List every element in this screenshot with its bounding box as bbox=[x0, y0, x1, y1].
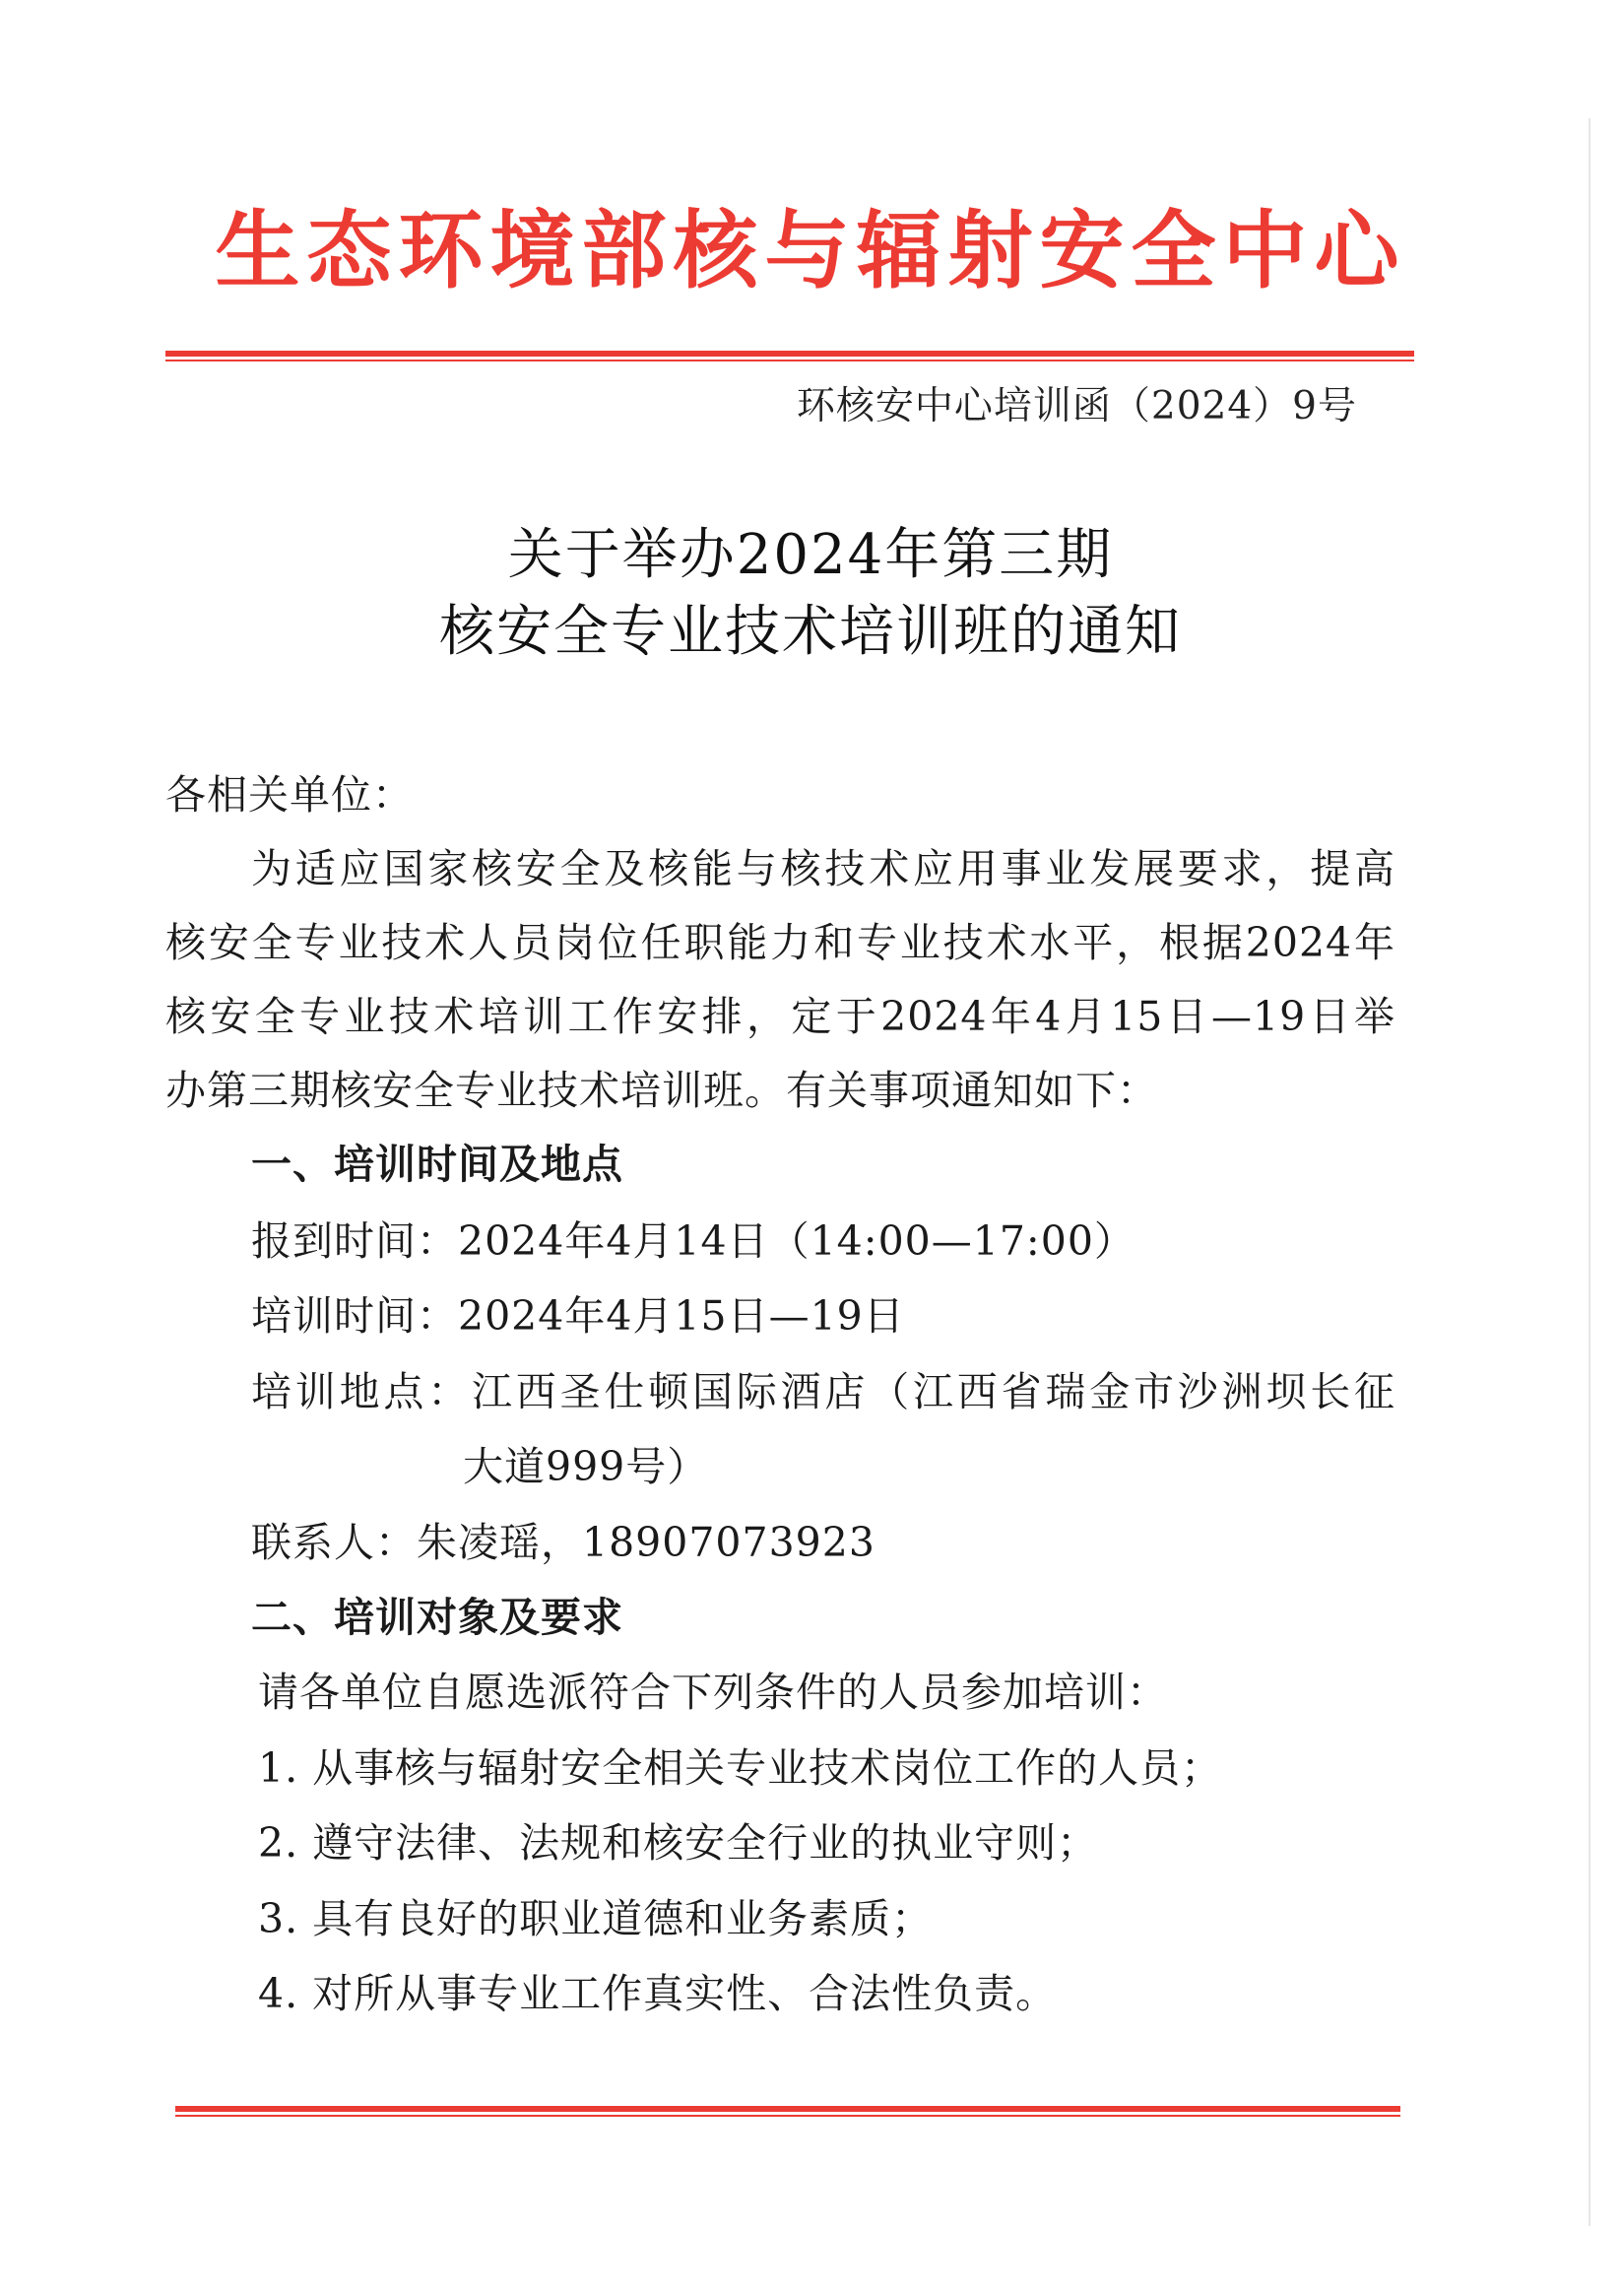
footer-red-rule bbox=[175, 2106, 1400, 2117]
notice-title-line-2: 核安全专业技术培训班的通知 bbox=[439, 600, 1182, 664]
intro-line-1: 为适应国家核安全及核能与核技术应用事业发展要求，提高 bbox=[251, 845, 1395, 892]
requirement-item-1: 1. 从事核与辐射安全相关专业技术岗位工作的人员； bbox=[258, 1744, 1223, 1792]
document-number: 环核安中心培训函（2024）9号 bbox=[796, 384, 1357, 428]
requirements-lead: 请各单位自愿选派符合下列条件的人员参加培训： bbox=[258, 1669, 1168, 1716]
section-2-heading: 二、培训对象及要求 bbox=[251, 1594, 623, 1641]
section-1-heading: 一、培训时间及地点 bbox=[251, 1141, 623, 1188]
letterhead-red-rule bbox=[165, 351, 1414, 361]
requirement-item-2: 2. 遵守法律、法规和核安全行业的执业守则； bbox=[258, 1819, 1099, 1867]
intro-line-3: 核安全专业技术培训工作安排，定于2024年4月15日—19日举 bbox=[165, 993, 1395, 1040]
training-time: 培训时间：2024年4月15日—19日 bbox=[251, 1292, 905, 1340]
letterhead-organization: 生态环境部核与辐射安全中心 bbox=[215, 202, 1406, 300]
training-location-line-1: 培训地点：江西圣仕顿国际酒店（江西省瑞金市沙洲坝长征 bbox=[251, 1368, 1395, 1415]
requirement-item-3: 3. 具有良好的职业道德和业务素质； bbox=[258, 1895, 934, 1942]
salutation: 各相关单位： bbox=[165, 771, 414, 819]
training-location-line-2: 大道999号） bbox=[463, 1443, 709, 1490]
intro-line-4: 办第三期核安全专业技术培训班。有关事项通知如下： bbox=[165, 1067, 1158, 1114]
notice-title-line-1: 关于举办2024年第三期 bbox=[507, 523, 1114, 587]
intro-line-2: 核安全专业技术人员岗位任职能力和专业技术水平，根据2024年 bbox=[165, 919, 1395, 966]
report-time: 报到时间：2024年4月14日（14:00—17:00） bbox=[251, 1217, 1135, 1265]
requirement-item-4: 4. 对所从事专业工作真实性、合法性负责。 bbox=[258, 1970, 1058, 2017]
scan-edge-line bbox=[1589, 118, 1590, 2226]
contact-person: 联系人：朱凌瑶，18907073923 bbox=[251, 1519, 875, 1566]
